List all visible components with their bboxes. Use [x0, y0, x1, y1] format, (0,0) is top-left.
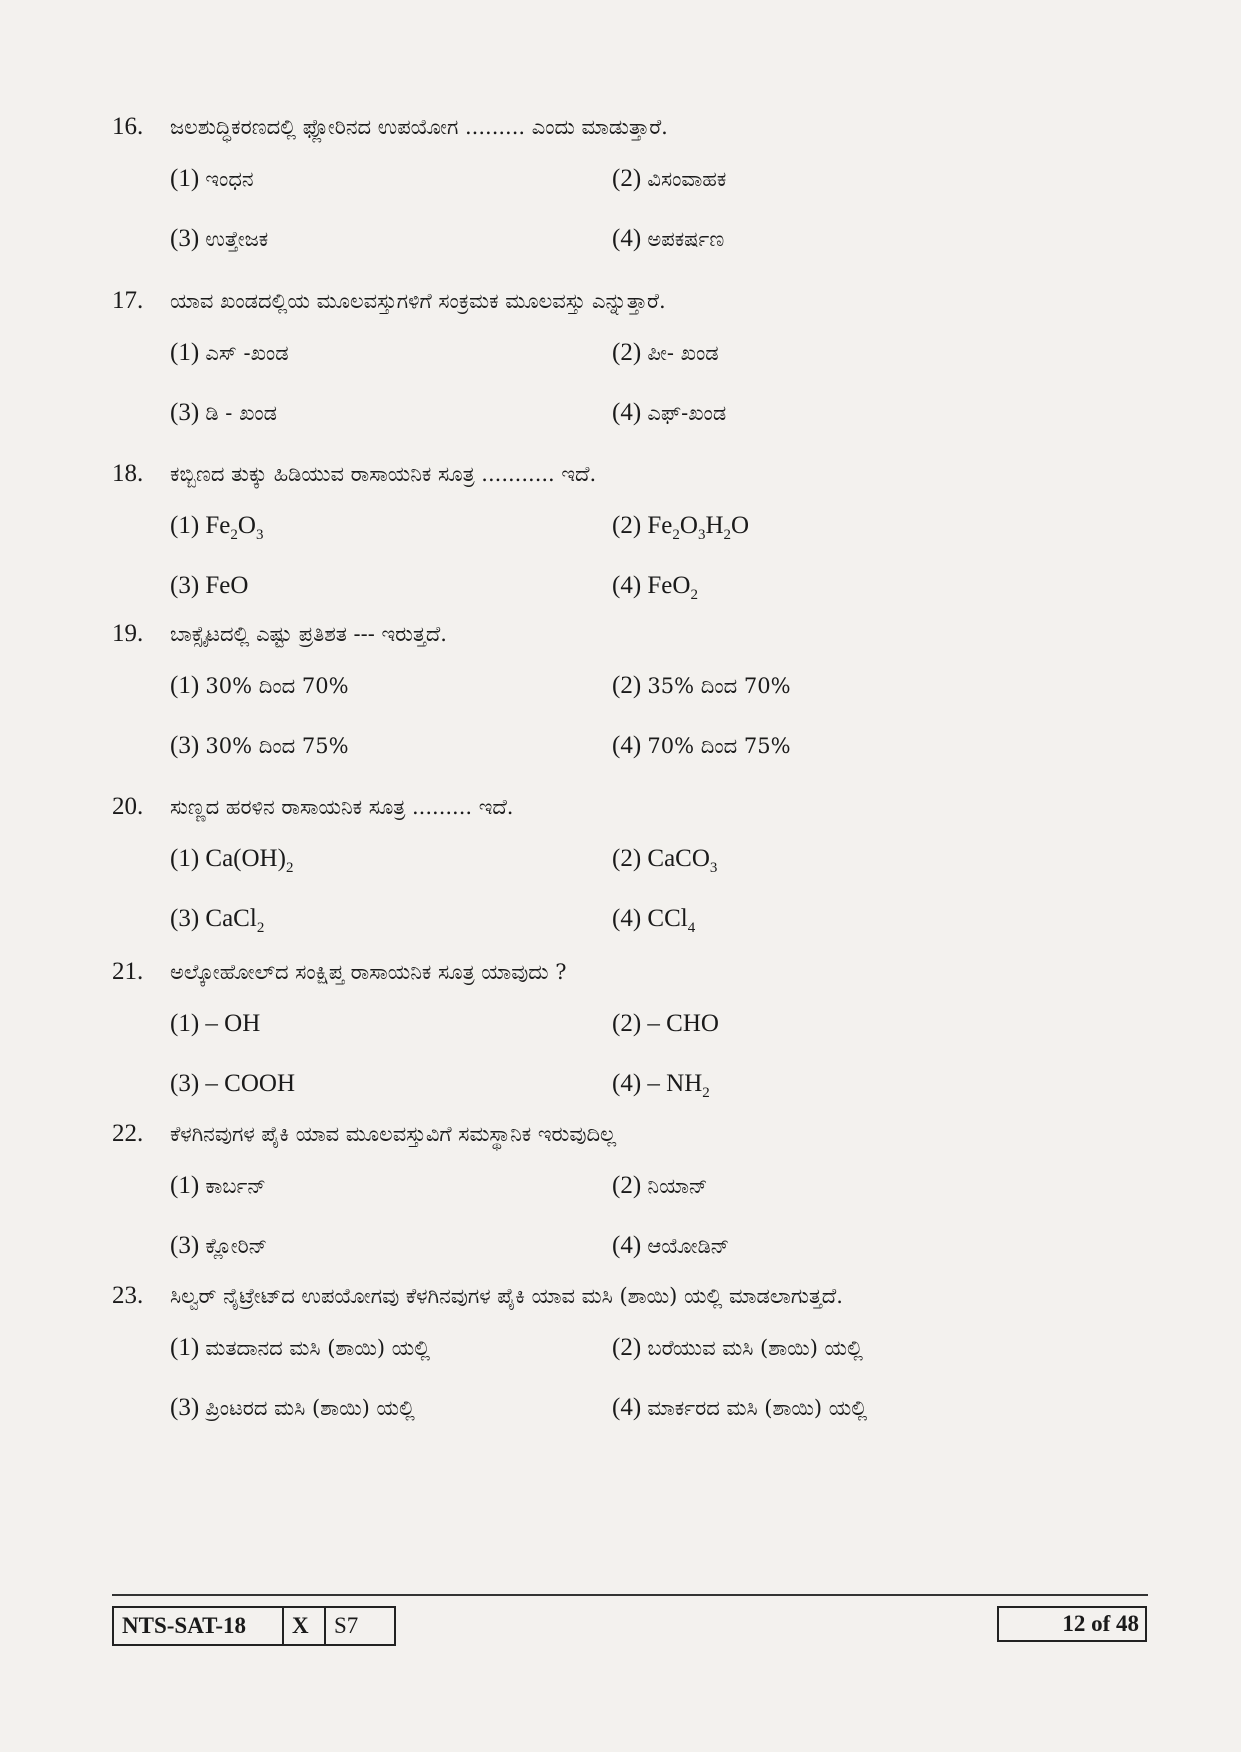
option-2: [612, 512, 750, 543]
option-number: (2): [612, 1172, 642, 1199]
question-stem: [112, 620, 1072, 660]
option-number: (1): [170, 165, 200, 192]
option-row: [112, 1058, 1072, 1118]
option-row: [112, 153, 1072, 213]
option-number: (1): [170, 512, 200, 539]
question-text: ಸುಣ್ಣದ ಹರಳಿನ ರಾಸಾಯನಿಕ ಸೂತ್ರ ......... ಇದೆ.: [170, 795, 514, 819]
question-stem: [112, 287, 1072, 327]
option-text: [205, 572, 248, 599]
option-number: (4): [612, 1070, 642, 1097]
option-number: (4): [612, 572, 642, 599]
question-number: 18.: [112, 460, 144, 487]
exam-code: NTS-SAT-18: [114, 1608, 284, 1644]
formula-part: CaCO: [647, 845, 710, 872]
option-1: [170, 1172, 266, 1200]
option-number: (3): [170, 905, 200, 932]
option-text: ಉತ್ತೇಜಕ: [205, 227, 269, 251]
option-text: ನಿಯಾನ್: [647, 1174, 708, 1198]
option-row: [112, 560, 1072, 620]
option-number: (2): [612, 672, 642, 699]
option-text: ವಿಸಂವಾಹಕ: [647, 167, 727, 191]
option-number: (4): [612, 732, 642, 759]
question-20: [112, 793, 1072, 953]
question-number: 19.: [112, 620, 144, 647]
formula-part: – OH: [205, 1010, 261, 1037]
question-stem: [112, 460, 1072, 500]
question-text: ಸಿಲ್ವರ್ ನೈಟ್ರೇಟ್‌ದ ಉಪಯೋಗವು ಕೆಳಗಿನವುಗಳ ಪೈಕಿ ಯಾವ ಮಸಿ (ಶಾಯಿ) ಯಲ್ಲಿ ಮಾಡಲಾಗುತ್ತದೆ.: [170, 1284, 843, 1308]
option-number: (2): [612, 1334, 642, 1361]
option-row: [112, 893, 1072, 953]
class-label: X: [284, 1608, 326, 1644]
option-text: ಮತದಾನದ ಮಸಿ (ಶಾಯಿ) ಯಲ್ಲಿ: [205, 1336, 431, 1360]
option-number: (4): [612, 905, 642, 932]
formula-part: – CHO: [647, 1010, 719, 1037]
question-16: [112, 113, 1072, 273]
option-3: [170, 1232, 267, 1260]
formula-part: Ca(OH): [205, 845, 286, 872]
formula-part: FeO: [205, 572, 249, 599]
option-3: [170, 572, 248, 600]
option-1: [170, 339, 289, 367]
option-text: ಎಫ್-ಖಂಡ: [647, 401, 727, 425]
formula-subscript: 2: [230, 527, 238, 543]
question-19: [112, 620, 1072, 780]
option-number: (1): [170, 845, 200, 872]
option-text: ಮಾರ್ಕರದ ಮಸಿ (ಶಾಯಿ) ಯಲ್ಲಿ: [647, 1396, 868, 1420]
option-row: [112, 387, 1072, 447]
option-text: 70% ದಿಂದ 75%: [647, 734, 791, 758]
option-row: [112, 720, 1072, 780]
option-3: [170, 1070, 295, 1098]
option-1: [170, 165, 254, 193]
question-stem: [112, 793, 1072, 833]
question-stem: [112, 113, 1072, 153]
formula-part: FeO: [647, 572, 691, 599]
formula-part: – COOH: [205, 1070, 295, 1097]
option-text: ಪೀ- ಖಂಡ: [647, 341, 719, 365]
option-4: [612, 905, 696, 936]
question-number: 22.: [112, 1120, 144, 1147]
option-number: (3): [170, 225, 200, 252]
option-number: (1): [170, 672, 200, 699]
option-text: ಎಸ್ -ಖಂಡ: [205, 341, 289, 365]
option-row: [112, 998, 1072, 1058]
option-text: ಇಂಧನ: [205, 167, 254, 191]
option-text: 30% ದಿಂದ 70%: [205, 674, 349, 698]
option-2: [612, 1010, 719, 1038]
option-text: [205, 1070, 295, 1097]
option-2: [612, 165, 726, 193]
option-3: [170, 225, 268, 253]
question-text: ಕೆಳಗಿನವುಗಳ ಪೈಕಿ ಯಾವ ಮೂಲವಸ್ತುವಿಗೆ ಸಮಸ್ಥಾನಿಕ ಇರುವುದಿಲ್ಲ: [170, 1122, 617, 1146]
formula-part: H: [705, 512, 724, 539]
question-text: ಬಾಕ್ಸೈಟದಲ್ಲಿ ಎಷ್ಟು ಪ್ರತಿಶತ --- ಇರುತ್ತದೆ.: [170, 622, 447, 646]
option-1: [170, 672, 349, 700]
option-number: (3): [170, 1070, 200, 1097]
option-number: (2): [612, 512, 642, 539]
option-text: 30% ದಿಂದ 75%: [205, 734, 349, 758]
footer-rule: [112, 1594, 1148, 1596]
formula-subscript: 2: [723, 527, 732, 543]
option-number: (3): [170, 1232, 200, 1259]
question-number: 16.: [112, 113, 144, 140]
option-1: [170, 1010, 260, 1038]
formula-subscript: 2: [690, 587, 698, 603]
question-text: ಜಲಶುದ್ಧಿಕರಣದಲ್ಲಿ ಫ್ಲೋರಿನದ ಉಪಯೋಗ ......... ಎಂದು ಮಾಡುತ್ತಾರೆ.: [170, 115, 668, 139]
question-text: ಅಲ್ಕೋಹೋಲ್‌ದ ಸಂಕ್ಷಿಪ್ತ ರಾಸಾಯನಿಕ ಸೂತ್ರ ಯಾವುದು ?: [170, 960, 567, 984]
option-number: (1): [170, 1334, 200, 1361]
option-2: [612, 1172, 707, 1200]
set-label: S7: [334, 1613, 359, 1638]
formula-subscript: 2: [285, 860, 294, 876]
option-1: [170, 512, 264, 543]
formula-subscript: 3: [709, 860, 718, 876]
option-row: [112, 1382, 1072, 1442]
option-row: [112, 1160, 1072, 1220]
option-number: (2): [612, 1010, 642, 1037]
page-number: 12 of 48: [997, 1606, 1147, 1642]
option-number: (4): [612, 225, 642, 252]
footer-code-box: [112, 1606, 396, 1646]
question-number: 21.: [112, 958, 144, 985]
question-number: 17.: [112, 287, 144, 314]
option-text: ಕಾರ್ಬನ್: [205, 1174, 266, 1198]
option-text: [647, 512, 750, 543]
question-17: [112, 287, 1072, 447]
option-number: (1): [170, 1010, 200, 1037]
option-2: [612, 1334, 863, 1362]
option-4: [612, 225, 724, 253]
option-row: [112, 1220, 1072, 1280]
question-22: [112, 1120, 1072, 1280]
option-number: (4): [612, 1394, 642, 1421]
formula-part: O: [237, 512, 256, 539]
option-number: (4): [612, 399, 642, 426]
option-number: (3): [170, 572, 200, 599]
formula-subscript: 2: [256, 920, 265, 936]
option-number: (1): [170, 1172, 200, 1199]
option-row: [112, 833, 1072, 893]
option-1: [170, 845, 294, 876]
option-3: [170, 732, 349, 760]
formula-subscript: 4: [687, 920, 696, 936]
question-text: ಕಬ್ಬಿಣದ ತುಕ್ಕು ಹಿಡಿಯುವ ರಾಸಾಯನಿಕ ಸೂತ್ರ ........... ಇದೆ.: [170, 462, 597, 486]
option-text: [205, 905, 265, 936]
option-number: (3): [170, 399, 200, 426]
option-4: [612, 1070, 710, 1101]
option-number: (1): [170, 339, 200, 366]
option-row: [112, 1322, 1072, 1382]
option-text: [647, 845, 718, 876]
option-text: ಬರೆಯುವ ಮಸಿ (ಶಾಯಿ) ಯಲ್ಲಿ: [647, 1336, 863, 1360]
option-3: [170, 399, 277, 427]
option-text: [647, 1070, 710, 1101]
option-row: [112, 500, 1072, 560]
option-text: ಪ್ರಿಂಟರದ ಮಸಿ (ಶಾಯಿ) ಯಲ್ಲಿ: [205, 1396, 415, 1420]
option-3: [170, 905, 265, 936]
option-number: (4): [612, 1232, 642, 1259]
option-3: [170, 1394, 415, 1422]
option-text: [647, 572, 698, 603]
formula-subscript: 3: [255, 527, 264, 543]
option-4: [612, 732, 791, 760]
option-2: [612, 845, 718, 876]
formula-subscript: 2: [672, 527, 680, 543]
option-text: [205, 512, 264, 543]
option-4: [612, 1232, 729, 1260]
question-text: ಯಾವ ಖಂಡದಲ್ಲಿಯ ಮೂಲವಸ್ತುಗಳಿಗೆ ಸಂಕ್ರಮಕ ಮೂಲವಸ್ತು ಎನ್ನುತ್ತಾರೆ.: [170, 289, 666, 313]
option-row: [112, 660, 1072, 720]
option-text: ಡಿ - ಖಂಡ: [205, 401, 278, 425]
question-number: 23.: [112, 1282, 144, 1309]
option-text: ಕ್ಲೋರಿನ್: [205, 1234, 268, 1258]
option-2: [612, 672, 791, 700]
option-text: 35% ದಿಂದ 70%: [647, 674, 791, 698]
question-23: [112, 1282, 1072, 1442]
option-text: [205, 1010, 260, 1037]
formula-subscript: 3: [697, 527, 706, 543]
option-row: [112, 213, 1072, 273]
formula-part: Fe: [205, 512, 231, 539]
formula-part: O: [679, 512, 698, 539]
formula-part: CCl: [647, 905, 688, 932]
option-4: [612, 1394, 867, 1422]
option-row: [112, 327, 1072, 387]
option-text: [647, 1010, 719, 1037]
question-stem: [112, 1120, 1072, 1160]
question-number: 20.: [112, 793, 144, 820]
formula-subscript: 2: [702, 1085, 710, 1101]
question-stem: [112, 1282, 1072, 1322]
option-4: [612, 572, 698, 603]
option-number: (3): [170, 732, 200, 759]
formula-part: Fe: [647, 512, 673, 539]
formula-part: – NH: [647, 1070, 703, 1097]
option-text: [647, 905, 696, 936]
option-number: (2): [612, 339, 642, 366]
formula-part: CaCl: [205, 905, 257, 932]
formula-part: O: [731, 512, 750, 539]
option-number: (2): [612, 845, 642, 872]
option-1: [170, 1334, 430, 1362]
option-number: (2): [612, 165, 642, 192]
question-18: [112, 460, 1072, 620]
question-21: [112, 958, 1072, 1118]
option-text: ಆಯೋಡಿನ್: [647, 1234, 730, 1258]
option-4: [612, 399, 726, 427]
option-text: ಅಪಕರ್ಷಣ: [647, 227, 725, 251]
option-2: [612, 339, 719, 367]
option-number: (3): [170, 1394, 200, 1421]
option-text: [205, 845, 294, 876]
question-stem: [112, 958, 1072, 998]
